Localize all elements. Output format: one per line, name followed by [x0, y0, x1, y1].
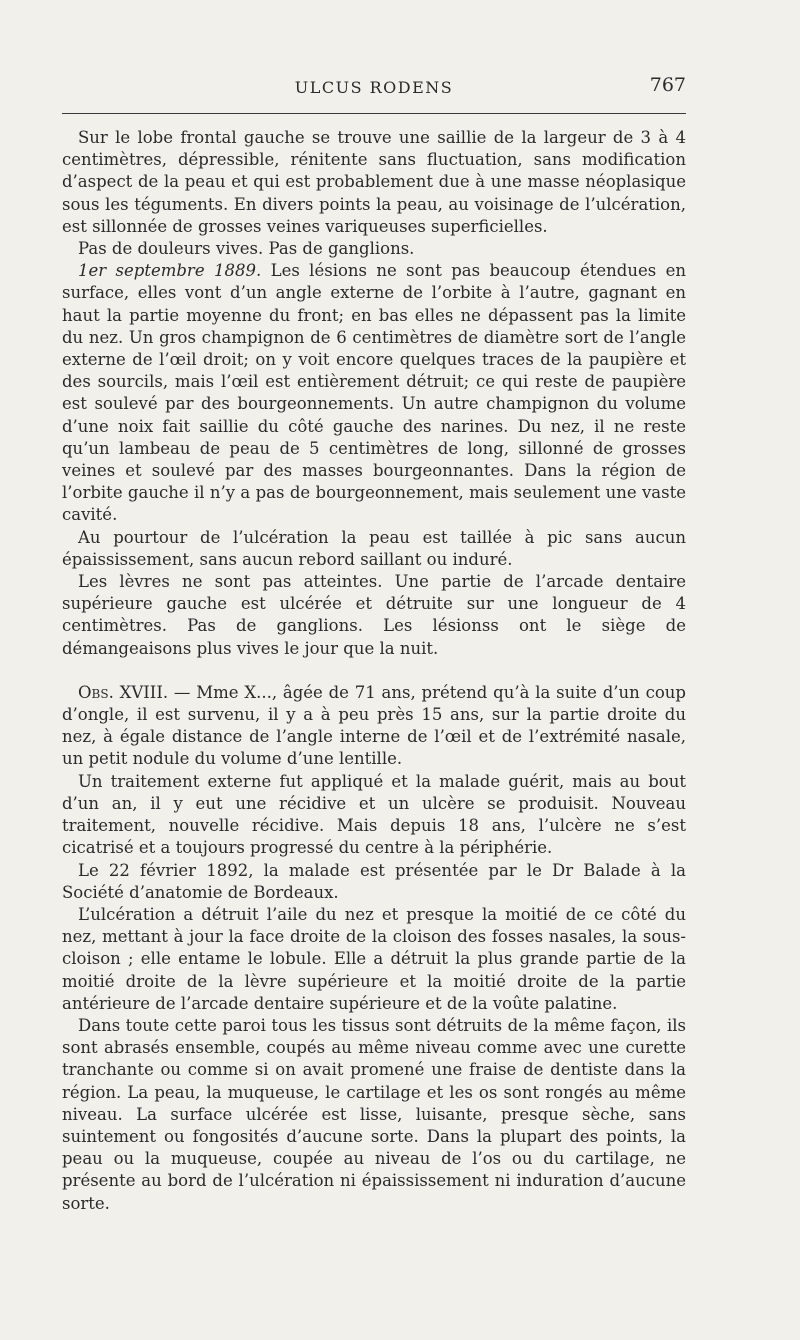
paragraph-text: — Mme X..., âgée de 71 ans, prétend qu’à la suite d’un coup d’ongle, il est survenu, il y a à peu près 15 ans, sur la partie droite du nez, à égale distance de l’angle interne de l’œil et de l’extrémité nasale, un petit nodule du volume d’une lentille.	[62, 682, 686, 769]
paragraph: Un traitement externe fut appliqué et la malade guérit, mais au bout d’un an, il y eut une récidive et un ulcère se produisit. Nouveau traitement, nouvelle récidive. Mais depuis 18 ans, l’ulcère ne s’est cicatrisé et a toujours progressé du centre à la périphérie.	[62, 771, 686, 858]
header-rule	[62, 113, 686, 114]
paragraph	[62, 260, 686, 526]
entry-date: 1er septembre 1889.	[78, 261, 262, 281]
paragraph-text: Les lésions ne sont pas beaucoup étendues en surface, elles vont d’un angle externe de l’orbite à l’autre, gagnant en haut la partie moyenne du front; en bas elles ne dépassent pas la limite du nez. Un gros champignon de 6 centimètres de diamètre sort de l’angle externe de l’œil droit; on y voit encore quelques traces de la paupière et des sourcils, mais l’œil est entièrement détruit; ce qui reste de paupière est soulevé par des bourgeonnements. Un autre champignon du volume d’une noix fait saillie du côté gauche des narines. Du nez, il ne reste qu’un lambeau de peau de 5 centimètres de long, sillonné de grosses veines et soulevé par des masses bourgeonnantes. Dans la région de l’orbite gauche il n’y a pas de bourgeonnement, mais seulement une vaste cavité.	[62, 261, 686, 525]
observation-label: Obs. XVIII.	[78, 682, 169, 702]
paragraph: Les lèvres ne sont pas atteintes. Une partie de l’arcade dentaire supérieure gauche est ulcérée et détruite sur une longueur de 4 centimètres. Pas de ganglions. Les lésionss ont le siège de démangeaisons plus vives le jour que la nuit.	[62, 572, 686, 658]
observation-paragraph	[62, 682, 686, 771]
running-title: ULCUS RODENS	[294, 78, 454, 97]
paragraph: Sur le lobe frontal gauche se trouve une saillie de la largeur de 3 à 4 centimètres, dépressible, rénitente sans fluctuation, sans modification d’aspect de la peau et qui est probablement due à une masse néoplasique sous les téguments. En divers points la peau, au voisinage de l’ulcération, est sillonnée de grosses veines variqueuses superficielles.	[62, 128, 686, 236]
paragraph: Au pourtour de l’ulcération la peau est taillée à pic sans aucun épaississement, sans aucun rebord saillant ou induré.	[62, 527, 686, 569]
paragraph: Pas de douleurs vives. Pas de ganglions.	[78, 239, 415, 259]
paragraph: Le 22 février 1892, la malade est présentée par le Dr Balade à la Société d’anatomie de Bordeaux.	[62, 860, 686, 902]
paragraph: L’ulcération a détruit l’aile du nez et presque la moitié de ce côté du nez, mettant à jour la face droite de la cloison des fosses nasales, la sous-cloison ; elle entame le lobule. Elle a détruit la plus grande partie de la moitié droite de la lèvre supérieure et la moitié droite de la partie antérieure de l’arcade dentaire supérieure et de la voûte palatine.	[62, 904, 686, 1013]
page-body	[62, 127, 686, 1215]
running-head	[62, 74, 686, 102]
paragraph: Dans toute cette paroi tous les tissus sont détruits de la même façon, ils sont abrasés ensemble, coupés au même niveau comme avec une curette tranchante ou comme si on avait promené une fraise de dentiste dans la région. La peau, la muqueuse, le cartilage et les os sont rongés au même niveau. La surface ulcérée est lisse, luisante, presque sèche, sans suintement ou fongosités d’aucune sorte. Dans la plupart des points, la peau ou la muqueuse, coupée au niveau de l’os ou du cartilage, ne présente au bord de l’ulcération ni épaississement ni induration d’aucune sorte.	[62, 1015, 686, 1213]
page-number: 767	[649, 74, 686, 96]
